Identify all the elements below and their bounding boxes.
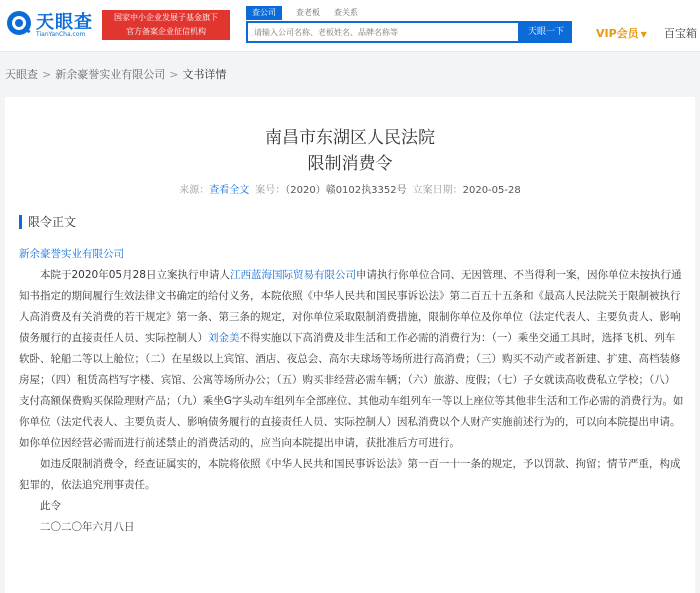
filing-date-label: 立案日期： — [412, 185, 463, 196]
breadcrumb-current: 文书详情 — [182, 68, 227, 81]
official-badge — [102, 10, 230, 40]
paragraph-main — [19, 265, 685, 454]
paragraph-order: 此令 — [40, 500, 61, 512]
top-header — [0, 0, 700, 52]
search-box — [246, 21, 520, 43]
applicant-company-link[interactable]: 江西蓝海国际贸易有限公司 — [229, 269, 356, 281]
view-full-text-link[interactable]: 查看全文 — [209, 185, 250, 196]
paragraph-date: 二〇二〇年六月八日 — [40, 521, 135, 533]
filing-date: 2020-05-28 — [462, 185, 521, 196]
logo-mark-icon — [6, 10, 32, 36]
person-link[interactable]: 刘金美 — [208, 332, 240, 344]
baibao-menu[interactable]: 百宝箱 — [664, 27, 697, 40]
logo-text: 天眼查 — [36, 12, 93, 33]
paragraph-penalty: 如违反限制消费令，经查证属实的，本院将依照《中华人民共和国民事诉讼法》第一百一十一条的规定，予以罚款、拘留；情节严重，构成犯罪的，依法追究刑事责任。 — [19, 458, 681, 491]
case-number: （2020）赣0102执3352号 — [285, 185, 407, 196]
badge-line-1: 国家中小企业发展子基金旗下 — [114, 13, 218, 22]
paragraph-main-part2: 申请执行你单位合同、无因管理、不当得利一案，因你单位未按执行通知书指定的期间履行生效法律文书确定的给付义务，本院依照《中华人民共和国民事诉讼法》第二百五十五条和《最高人民法院关于限制被执行人高消费及有关消费的若干规定》第一条、第三条的规定，对你单位采取限制消费措施，限制你单位及你单位（法定代表人、主要负责人、影响债务履行的直接责任人员、实际控制人） — [19, 269, 682, 344]
tab-search-relation[interactable]: 查关系 — [334, 8, 358, 17]
chevron-down-icon: ▼ — [640, 30, 647, 39]
section-heading: 限令正文 — [19, 215, 76, 229]
document-title: 限制消费令 — [307, 154, 393, 174]
logo-domain: TianYanCha.com — [36, 31, 86, 38]
breadcrumb-home[interactable]: 天眼查 — [5, 68, 38, 81]
breadcrumb — [5, 66, 226, 82]
addressee-company-link[interactable]: 新余豪誉实业有限公司 — [19, 248, 124, 260]
tab-search-boss[interactable]: 查老板 — [296, 8, 320, 17]
paragraph-main-part3: 不得实施以下高消费及非生活和工作必需的消费行为：（一）乘坐交通工具时，选择飞机、列车软卧、轮船二等以上舱位；（二）在星级以上宾馆、酒店、夜总会、高尔夫球场等场所进行高消费；（三）购买不动产或者新建、扩建、高档装修房屋；（四）租赁高档写字楼、宾馆、公寓等场所办公；（五）购买非经营必需车辆；（六）旅游、度假；（七）子女就读高收费私立学校；（八）支付高额保费购买保险理财产品；（九）乘坐G字头动车组列车全部座位、其他动车组列车一等以上座位等其他非生活和工作必需的消费行为。如你单位（法定代表人、主要负责人、影响债务履行的直接责任人员、实际控制人）因私消费以个人财产实施前述行为的，可以向本院提出申请。如你单位因经营必需而进行前述禁止的消费活动的，应当向本院提出申请，获批准后方可进行。 — [19, 332, 684, 449]
breadcrumb-company[interactable]: 新余豪誉实业有限公司 — [55, 68, 166, 81]
breadcrumb-separator: > — [42, 68, 52, 81]
source-label: 来源： — [179, 185, 210, 196]
document-meta — [5, 181, 695, 196]
case-number-label: 案号： — [255, 185, 286, 196]
paragraph-main-part1: 本院于2020年05月28日立案执行申请人 — [40, 269, 230, 281]
breadcrumb-separator: > — [169, 68, 179, 81]
document-card — [5, 97, 695, 593]
document-body — [19, 244, 685, 538]
badge-line-2: 官方备案企业征信机构 — [126, 27, 206, 36]
search-button[interactable]: 天眼一下 — [520, 21, 572, 43]
court-name: 南昌市东湖区人民法院 — [265, 128, 435, 148]
tianyancha-logo[interactable] — [6, 8, 98, 42]
search-input[interactable] — [248, 23, 518, 41]
tab-search-company[interactable]: 查公司 — [246, 6, 282, 20]
vip-label: VIP会员 — [596, 27, 639, 40]
vip-menu[interactable] — [596, 25, 647, 41]
